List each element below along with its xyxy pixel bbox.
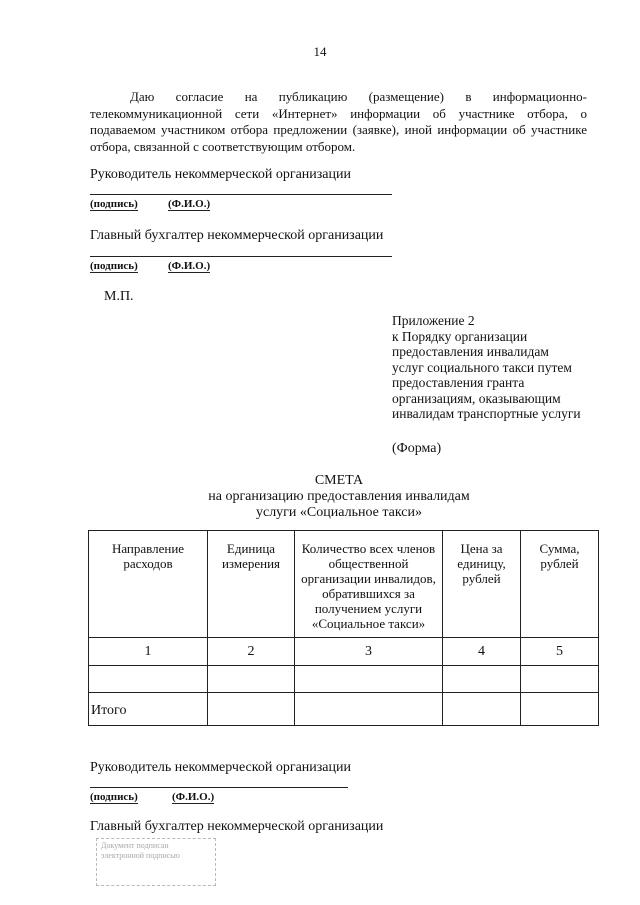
document-subtitle-1: на организацию предоставления инвалидам xyxy=(208,489,470,504)
table-cell xyxy=(295,666,443,693)
column-number: 1 xyxy=(89,638,208,666)
table-cell xyxy=(521,693,599,726)
appendix-line: инвалидам транспортные услуги xyxy=(392,406,581,421)
column-number: 3 xyxy=(295,638,443,666)
header-cell: Сумма, рублей xyxy=(521,531,599,638)
head-signature-line-top xyxy=(90,194,392,195)
appendix-line: предоставления гранта xyxy=(392,375,525,390)
table-cell xyxy=(208,666,295,693)
table-cell xyxy=(208,693,295,726)
appendix-block xyxy=(392,313,622,422)
form-label: (Форма) xyxy=(392,441,442,456)
name-caption-bottom: (Ф.И.О.) xyxy=(172,791,215,803)
table-cell xyxy=(443,693,521,726)
estimate-table xyxy=(88,530,599,726)
head-label-top: Руководитель некоммерческой организации xyxy=(90,167,351,182)
page-number: 14 xyxy=(313,44,327,59)
document-subtitle-2: услуги «Социальное такси» xyxy=(255,505,422,520)
seal-label: М.П. xyxy=(104,289,134,304)
appendix-line: к Порядку организации xyxy=(392,328,528,344)
signature-caption-top-2: (подпись) xyxy=(90,260,138,272)
table-cell xyxy=(89,666,208,693)
table-header-row xyxy=(89,531,599,638)
column-number: 2 xyxy=(208,638,295,666)
column-number: 4 xyxy=(443,638,521,666)
table-cell xyxy=(443,666,521,693)
table-row xyxy=(89,666,599,693)
total-label: Итого xyxy=(89,693,208,726)
accountant-label-bottom: Главный бухгалтер некоммерческой организации xyxy=(90,819,384,834)
table-total-row xyxy=(89,693,599,726)
table-cell xyxy=(295,693,443,726)
signature-caption-bottom: (подпись) xyxy=(90,791,138,803)
header-cell: Направление расходов xyxy=(89,531,208,638)
accountant-signature-line-top xyxy=(90,256,392,257)
head-signature-line-bottom xyxy=(90,787,348,788)
name-caption-top-1: (Ф.И.О.) xyxy=(168,198,211,210)
accountant-label-top: Главный бухгалтер некоммерческой организации xyxy=(90,228,384,243)
appendix-line: предоставления инвалидам xyxy=(392,344,549,359)
column-number: 5 xyxy=(521,638,599,666)
name-caption-top-2: (Ф.И.О.) xyxy=(168,260,211,272)
head-label-bottom: Руководитель некоммерческой организации xyxy=(90,760,351,775)
header-cell: Количество всех членов общественной организации инвалидов, обратившихся за получением услуги «Социальное такси» xyxy=(295,531,443,638)
document-title: СМЕТА xyxy=(314,473,364,488)
appendix-line: организациям, оказывающим xyxy=(392,390,561,406)
table-cell xyxy=(521,666,599,693)
table-number-row xyxy=(89,638,599,666)
signature-caption-top-1: (подпись) xyxy=(90,198,138,210)
stamp-text: Документ подписан электронной подписью xyxy=(101,841,180,860)
electronic-signature-stamp xyxy=(96,838,216,886)
appendix-line: Приложение 2 xyxy=(392,313,475,328)
header-cell: Цена за единицу, рублей xyxy=(443,531,521,638)
appendix-line: услуг социального такси путем xyxy=(392,359,572,375)
header-cell: Единица измерения xyxy=(208,531,295,638)
consent-paragraph: Даю согласие на публикацию (размещение) в информационно-телекоммуникационной сети «Интернет» информации об участнике отбора, о подаваемом участником отбора предложении (заявке), иной информации об участнике отбора, связанной с соответствующим отбором. xyxy=(90,89,587,154)
